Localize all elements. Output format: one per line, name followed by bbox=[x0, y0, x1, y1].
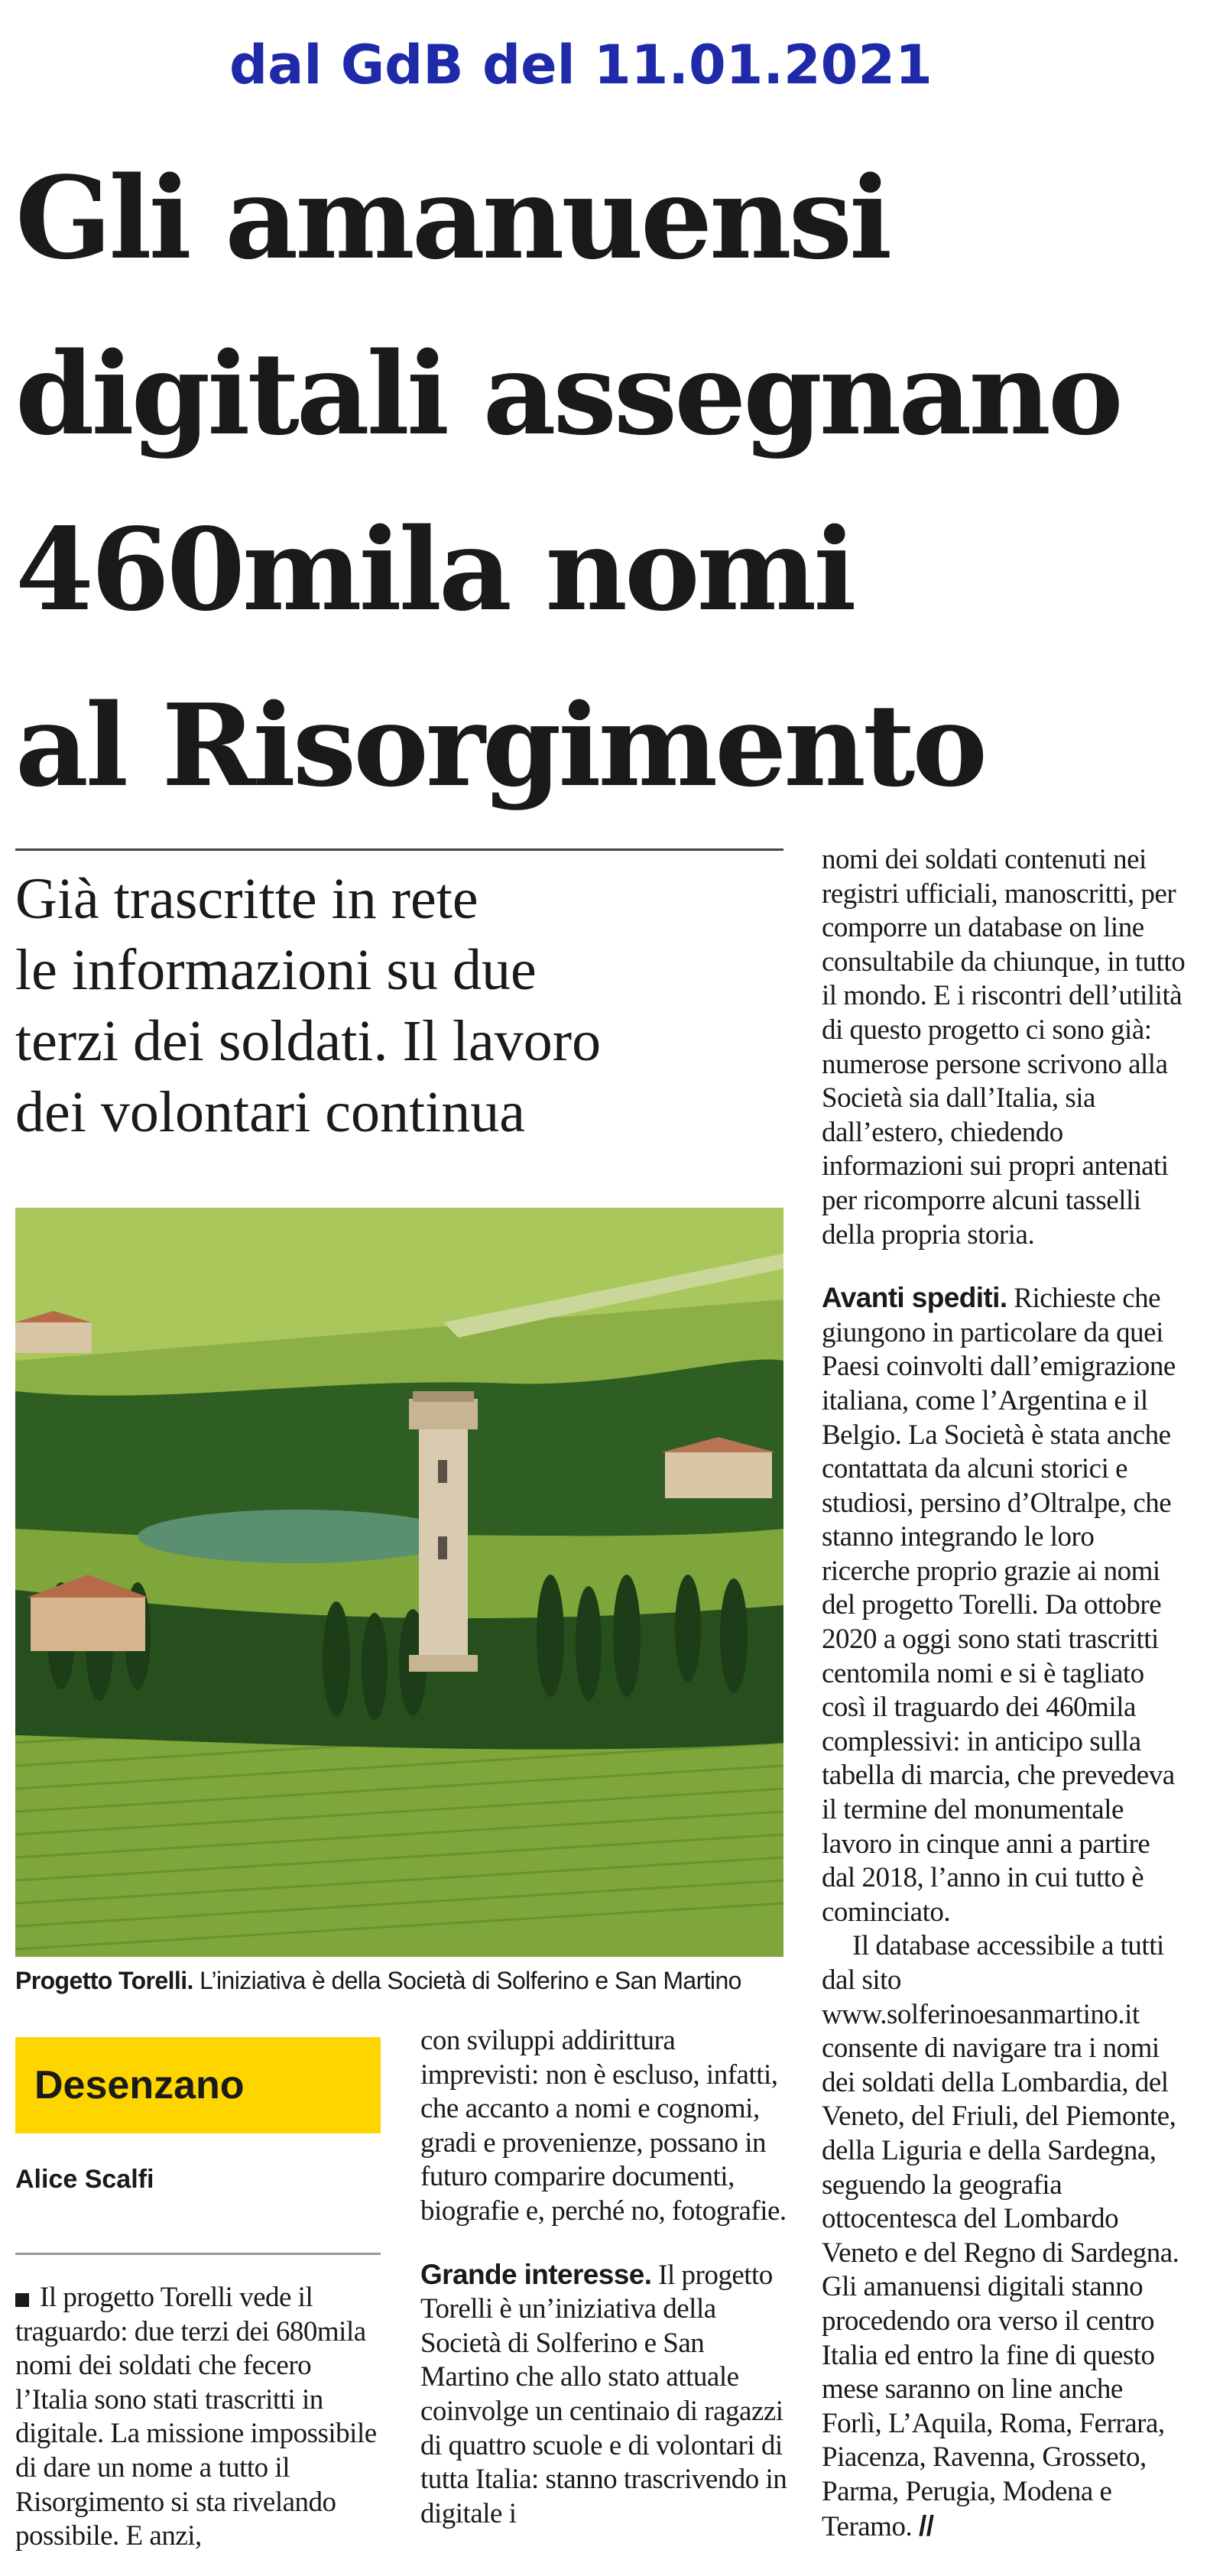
headline-line: digitali assegnano bbox=[15, 327, 1121, 460]
body-text: Richieste che giungono in particolare da quei Paesi coinvolti dall’emigrazione italiana, come l’Argentina e il Belgio. La Società è stata anche contattata da alcuni storici e studiosi, persino d’Oltralpe, che stanno integrando le loro ricerche proprio grazie ai nomi del progetto Torelli. Da ottobre 2020 a oggi sono stati trascritti centomila nomi e si è tagliato così il traguardo dei 460mila complessivi: in anticipo sulla tabella di marcia, che prevedeva il termine del monumentale lavoro in cinque anni a partire dal 2018, l’anno in cui tutto è cominciato. bbox=[822, 1283, 1176, 1928]
headline-line: al Risorgimento bbox=[15, 679, 985, 812]
headline-line: 460mila nomi bbox=[15, 503, 854, 636]
body-paragraph bbox=[15, 2281, 382, 2554]
paragraph-lead: Avanti spediti. bbox=[822, 1282, 1007, 1314]
body-text: Il database accessibile a tutti dal sito www.solferinoesanmartino.it consente di navigare tra i nomi dei soldati della Lombardia, del Veneto, del Friuli, del Piemonte, della Liguria e della Sardegna, seguendo la geografia ottocentesca del Lombardo Veneto e del Regno di Sardegna. Gli amanuensi digitali stanno procedendo ora verso il centro Italia ed entro la fine di questo mese saranno on line anche Forlì, L’Aquila, Roma, Ferrara, Piacenza, Ravenna, Grosseto, Parma, Perugia, Modena e Teramo. bbox=[822, 1930, 1179, 2542]
article-column-left bbox=[15, 2281, 382, 2554]
body-text: Il progetto Torelli vede il traguardo: due terzi dei 680mila nomi dei soldati che fecero l’Italia sono stati trascritti in digitale. La missione impossibile di dare un nome a tutto il Risorgimento si sta rivelando possibile. E anzi, bbox=[15, 2282, 377, 2552]
paragraph-lead: Grande interesse. bbox=[420, 2258, 652, 2290]
caption-text: L’iniziativa è della Società di Solferino e San Martino bbox=[193, 1967, 741, 1994]
article-photo bbox=[15, 1208, 783, 1957]
body-paragraph: con sviluppi addirittura imprevisti: non è escluso, infatti, che accanto a nomi e cognomi, gradi e provenienze, possano in futuro comparire documenti, biografie e, perché no, fotografie. bbox=[420, 2025, 787, 2227]
article-column-middle bbox=[420, 2024, 787, 2531]
subheadline-line: dei volontari continua bbox=[15, 1080, 525, 1144]
subheadline bbox=[15, 864, 787, 1148]
byline-rule bbox=[15, 2253, 381, 2255]
headline-line: Gli amanuensi bbox=[15, 151, 890, 284]
subheadline-rule bbox=[15, 848, 783, 851]
bullet-square-icon bbox=[15, 2293, 29, 2307]
caption-lead: Progetto Torelli. bbox=[15, 1967, 193, 1994]
source-date-line: dal GdB del 11.01.2021 bbox=[229, 34, 933, 96]
photo-caption bbox=[15, 1963, 783, 1998]
subheadline-line: terzi dei soldati. Il lavoro bbox=[15, 1009, 602, 1073]
author-byline: Alice Scalfi bbox=[15, 2165, 154, 2194]
aerial-photo-tower-vineyards bbox=[15, 1208, 783, 1957]
subheadline-line: Già trascritte in rete bbox=[15, 867, 478, 931]
body-paragraph bbox=[822, 1929, 1189, 2544]
body-text: Il progetto Torelli è un’iniziativa della Società di Solferino e San Martino che allo stato attuale coinvolge un centinaio di ragazzi di quattro scuole e di volontari di tutta Italia: stanno trascrivendo in digitale i bbox=[420, 2259, 787, 2529]
body-paragraph bbox=[420, 2258, 787, 2532]
subheadline-line: le informazioni su due bbox=[15, 938, 537, 1002]
end-mark: // bbox=[918, 2509, 934, 2542]
section-tag bbox=[15, 2037, 381, 2133]
body-paragraph: nomi dei soldati contenuti nei registri ufficiali, manoscritti, per comporre un database on line consultabile da chiunque, in tutto il mondo. E i riscontri dell’utilità di questo progetto ci sono già: numerose persone scrivono alla Società sia dall’Italia, sia dall’estero, chiedendo informazioni sui propri antenati per ricomporre alcuni tasselli della propria storia. bbox=[822, 844, 1186, 1251]
body-paragraph bbox=[822, 1281, 1189, 1929]
article-column-right bbox=[822, 843, 1189, 2544]
headline bbox=[15, 130, 1177, 833]
section-tag-label: Desenzano bbox=[34, 2063, 245, 2107]
